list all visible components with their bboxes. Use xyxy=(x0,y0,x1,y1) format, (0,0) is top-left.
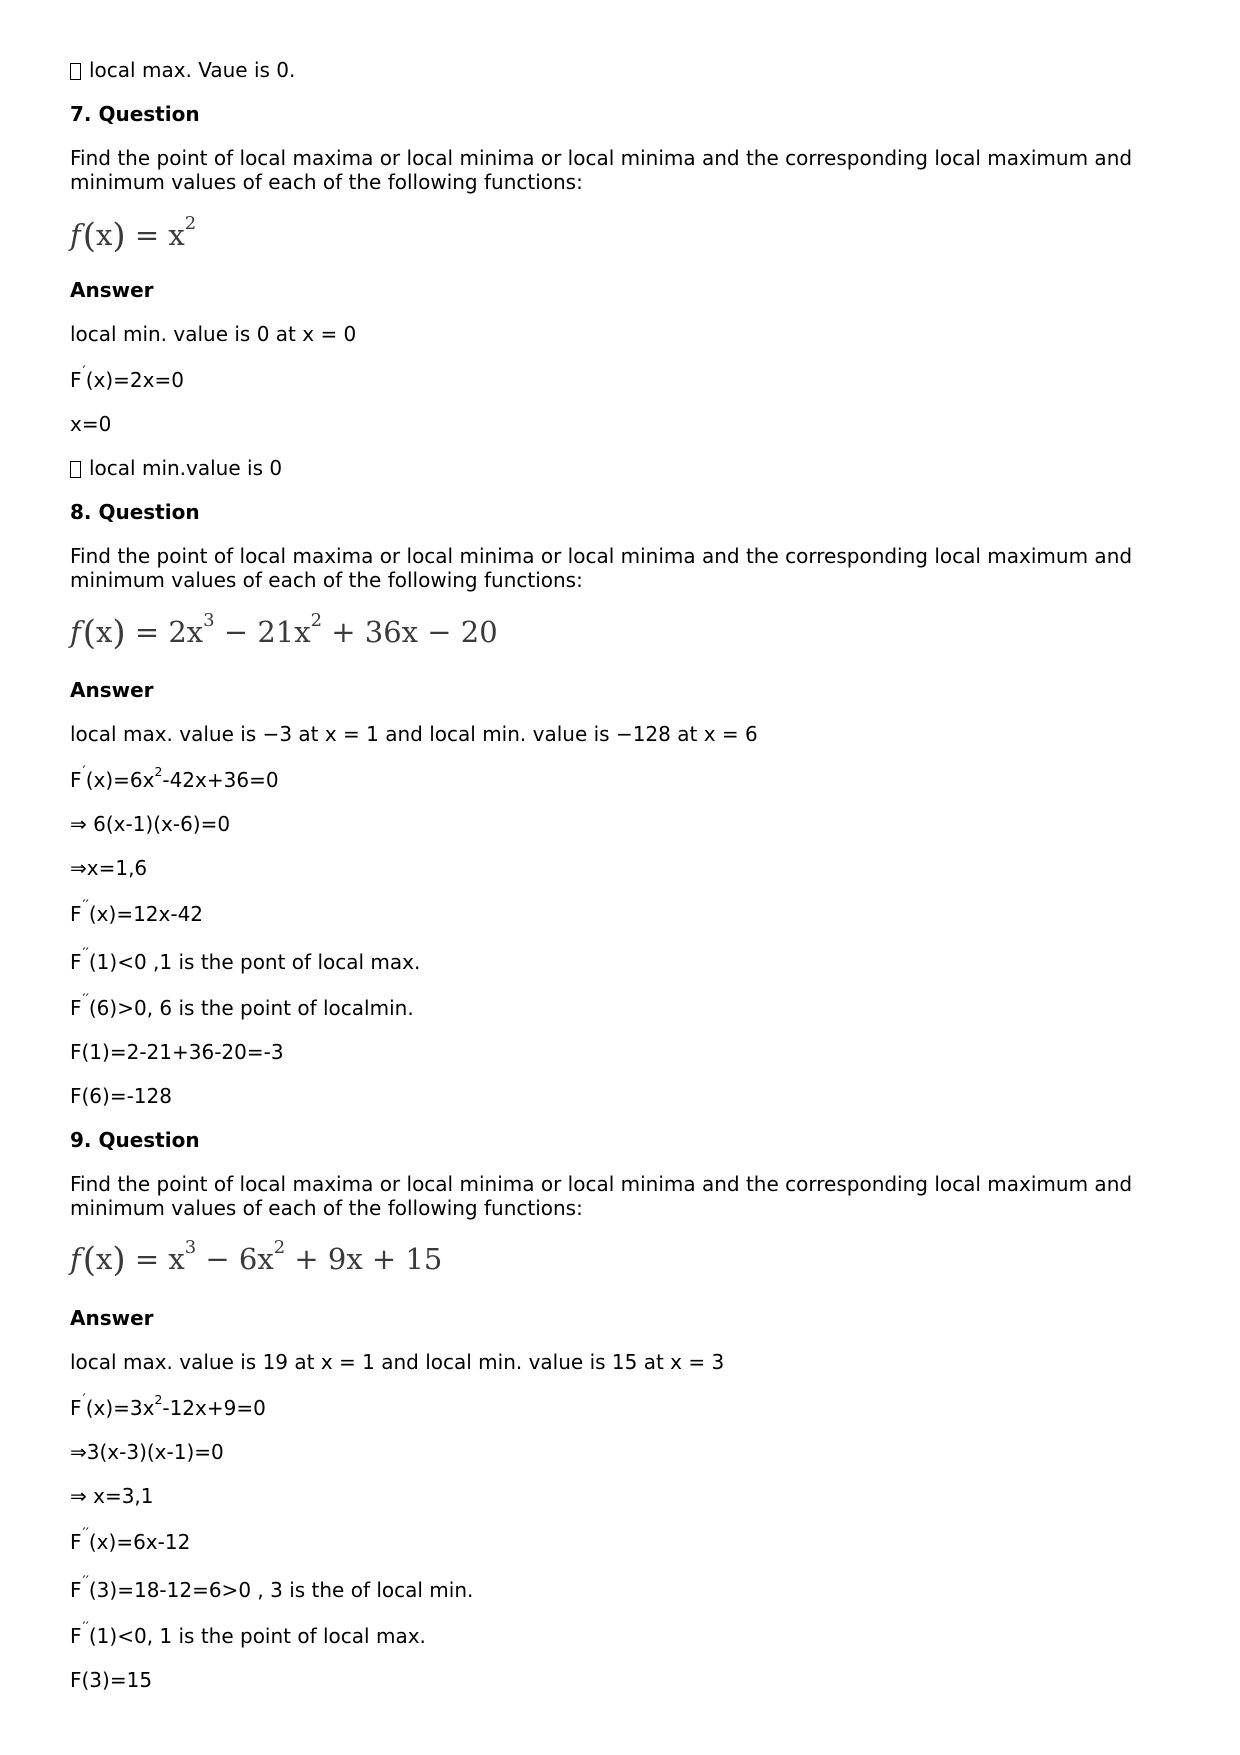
q9-title: 9. Question xyxy=(70,1128,200,1152)
q7-answer-label: Answer xyxy=(70,278,154,302)
q9-formula: $f(x) = x^3 - 6x^2 + 9x + 15$ xyxy=(70,1236,443,1280)
q7-title: 7. Question xyxy=(70,102,200,126)
q7-prompt: Find the point of local maxima or local minima or local minima and the corresponding local maximum and minimum values of each of the following functions: xyxy=(70,146,1133,194)
q8-answer: local max. value is −3 at x = 1 and local min. value is −128 at x = 6 xyxy=(70,722,758,746)
q6-result-line: local max. Vaue is 0. xyxy=(70,58,295,82)
q9-answer-label: Answer xyxy=(70,1306,154,1330)
q9-step-2: ⇒3(x-3)(x-1)=0 xyxy=(70,1440,224,1464)
q7-answer: local min. value is 0 at x = 0 xyxy=(70,322,357,346)
q8-title: 8. Question xyxy=(70,500,200,524)
q9-step-4: F′′(x)=6x-12 xyxy=(70,1525,191,1554)
q8-step-1: $F'(x)=6x^2-42x+36=0$ xyxy=(70,763,279,792)
q7-step-1: F′(x)=2x=0 xyxy=(70,363,184,392)
q8-step-8: F(6)=-128 xyxy=(70,1084,172,1108)
q7-step-3: local min.value is 0 xyxy=(70,456,282,480)
q9-answer: local max. value is 19 at x = 1 and local min. value is 15 at x = 3 xyxy=(70,1350,725,1374)
q8-step-3: ⇒x=1,6 xyxy=(70,856,148,880)
q9-step-3: ⇒ x=3,1 xyxy=(70,1484,154,1508)
q9-prompt: Find the point of local maxima or local minima or local minima and the corresponding local maximum and minimum values of each of the following functions: xyxy=(70,1172,1133,1220)
q7-step-2: x=0 xyxy=(70,412,112,436)
q7-formula: $f(x) = x^2$ xyxy=(70,212,197,256)
q9-step-6: F′′(1)<0, 1 is the point of local max. xyxy=(70,1619,426,1648)
q9-step-1: $F'(x)=3x^2-12x+9=0$ xyxy=(70,1391,266,1420)
q8-step-5: F′′(1)<0 ,1 is the pont of local max. xyxy=(70,945,421,974)
q8-formula: $f(x) = 2x^3 - 21x^2 + 36x - 20$ xyxy=(70,609,498,653)
q8-step-4: F′′(x)=12x-42 xyxy=(70,897,204,926)
missing-glyph-box-icon xyxy=(70,461,81,478)
q9-step-5: F′′(3)=18-12=6>0 , 3 is the of local min. xyxy=(70,1573,474,1602)
q8-step-7: F(1)=2-21+36-20=-3 xyxy=(70,1040,284,1064)
q8-step-6: F′′(6)>0, 6 is the point of localmin. xyxy=(70,991,414,1020)
q8-step-2: ⇒ 6(x-1)(x-6)=0 xyxy=(70,812,231,836)
missing-glyph-box-icon xyxy=(70,63,81,80)
q8-answer-label: Answer xyxy=(70,678,154,702)
q8-prompt: Find the point of local maxima or local minima or local minima and the corresponding local maximum and minimum values of each of the following functions: xyxy=(70,544,1133,592)
q9-step-7: F(3)=15 xyxy=(70,1668,153,1692)
